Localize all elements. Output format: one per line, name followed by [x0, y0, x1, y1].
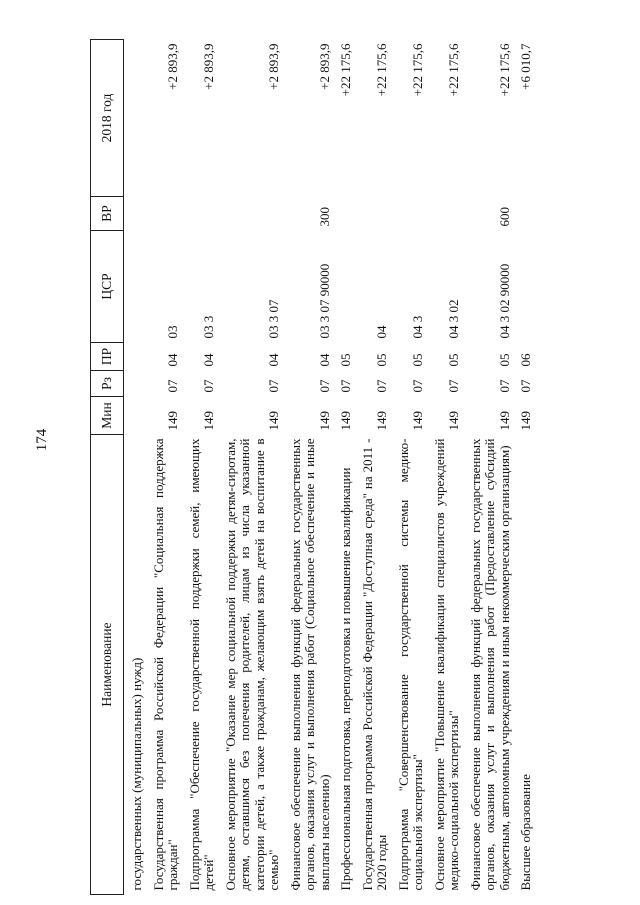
- row-name: Финансовое обеспечение выполнения функций федеральных государственных органов, оказания услуг и выполнения работ (Социальное обеспечение и иные выплаты населению): [287, 438, 332, 891]
- row-min: 149: [374, 411, 389, 431]
- row-pr: 05: [338, 353, 353, 367]
- row-min: 149: [316, 411, 332, 431]
- row-name: Подпрограмма "Обеспечение государственной поддержки семей, имеющих детей": [186, 438, 216, 891]
- row-rz: 07: [316, 379, 332, 393]
- row-csr: [124, 231, 146, 343]
- row-csr: 04 3 02 90000: [496, 263, 512, 339]
- row-csr: 03 3 07 90000: [316, 263, 332, 339]
- table-row: [333, 40, 355, 895]
- row-rz: 07: [410, 379, 425, 393]
- row-amount: [124, 40, 146, 197]
- header-rz: Рз: [91, 371, 124, 397]
- header-name: Наименование: [91, 435, 124, 895]
- row-amount: +22 175,6: [446, 43, 461, 97]
- row-rz: 07: [165, 379, 180, 393]
- row-vr: 300: [316, 207, 332, 227]
- row-min: 149: [165, 411, 180, 431]
- table-row: [283, 40, 334, 895]
- row-name: Высшее образование: [518, 774, 533, 891]
- row-vr: [333, 197, 355, 231]
- row-amount: +6 010,7: [518, 43, 533, 90]
- row-rz: [124, 371, 146, 397]
- row-rz: 07: [338, 379, 353, 393]
- row-csr: 03: [165, 325, 180, 339]
- row-amount: +22 175,6: [410, 43, 425, 97]
- row-vr: [182, 197, 218, 231]
- row-vr: 600: [496, 207, 512, 227]
- row-amount: +2 893,9: [266, 43, 281, 90]
- row-csr: 03 3: [201, 315, 216, 339]
- row-pr: 04: [316, 353, 332, 367]
- header-year: 2018 год: [91, 40, 124, 197]
- row-name: Основное мероприятие "Повышение квалификации специалистов учреждений медико-социальной экспертизы": [431, 438, 461, 891]
- table-row: [355, 40, 391, 895]
- row-vr: [355, 197, 391, 231]
- row-rz: 07: [496, 379, 512, 393]
- row-vr: [124, 197, 146, 231]
- table-header-row: [91, 40, 124, 895]
- table-row: [146, 40, 182, 895]
- header-vr: ВР: [91, 197, 124, 231]
- row-pr: 04: [165, 353, 180, 367]
- row-min: 149: [410, 411, 425, 431]
- row-name: Государственная программа Российской Федерации "Социальная поддержка граждан": [150, 438, 180, 891]
- row-amount: +22 175,6: [374, 43, 389, 97]
- table-body: [124, 40, 535, 895]
- row-csr: [333, 231, 355, 343]
- row-csr: 03 3 07: [266, 299, 281, 339]
- row-min: 149: [266, 411, 281, 431]
- table-row: [124, 40, 146, 895]
- row-rz: 07: [201, 379, 216, 393]
- row-vr: [146, 197, 182, 231]
- page-number: 174: [34, 428, 50, 452]
- row-amount: +22 175,6: [496, 43, 512, 97]
- row-csr: 04: [374, 325, 389, 339]
- row-pr: 06: [518, 353, 533, 367]
- table-row: [218, 40, 283, 895]
- row-min: 149: [446, 411, 461, 431]
- header-csr: ЦСР: [91, 231, 124, 343]
- row-csr: 04 3: [410, 315, 425, 339]
- row-csr: 04 3 02: [446, 299, 461, 339]
- row-pr: 05: [410, 353, 425, 367]
- row-min: [124, 397, 146, 435]
- row-pr: 05: [374, 353, 389, 367]
- table-row: [513, 40, 535, 895]
- row-pr: [124, 343, 146, 371]
- row-min: 149: [201, 411, 216, 431]
- row-rz: 07: [446, 379, 461, 393]
- budget-table: [90, 39, 535, 895]
- row-amount: +22 175,6: [338, 43, 353, 97]
- row-name: Профессиональная подготовка, переподготовка и повышение квалификации: [338, 467, 353, 891]
- row-pr: 05: [446, 353, 461, 367]
- row-name: Государственная программа Российской Федерации "Доступная среда" на 2011 - 2020 годы: [359, 438, 389, 891]
- row-min: 149: [496, 411, 512, 431]
- table-row: [463, 40, 514, 895]
- row-name: Финансовое обеспечение выполнения функций федеральных государственных органов, оказания услуг и выполнения работ (Предоставление субсидий бюджетным, автономным учреждениям и иным некоммерческим организациям): [467, 438, 512, 891]
- row-rz: 07: [266, 379, 281, 393]
- row-name: государственных (муниципальных) нужд): [129, 657, 144, 891]
- row-amount: +2 893,9: [316, 43, 332, 90]
- row-name: Подпрограмма "Совершенствование государственной системы медико-социальной экспертизы": [395, 438, 425, 891]
- table-row: [391, 40, 427, 895]
- row-amount: +2 893,9: [165, 43, 180, 90]
- row-rz: 07: [374, 379, 389, 393]
- row-pr: 04: [201, 353, 216, 367]
- header-min: Мин: [91, 397, 124, 435]
- row-vr: [391, 197, 427, 231]
- row-pr: 05: [496, 353, 512, 367]
- header-pr: ПР: [91, 343, 124, 371]
- table-row: [427, 40, 463, 895]
- row-amount: +2 893,9: [201, 43, 216, 90]
- row-pr: 04: [266, 353, 281, 367]
- rotated-page: [90, 40, 585, 895]
- row-csr: [513, 231, 535, 343]
- row-vr: [427, 197, 463, 231]
- row-vr: [218, 197, 283, 231]
- row-name: Основное мероприятие "Оказание мер социальной поддержки детям-сиротам, детям, оставшимся без попечения родителей, лицам из числа указанной категории детей, а также гражданам, желающим взять детей на воспитание в семью": [222, 438, 281, 891]
- table-row: [182, 40, 218, 895]
- row-vr: [513, 197, 535, 231]
- row-min: 149: [338, 411, 353, 431]
- row-min: 149: [518, 411, 533, 431]
- row-rz: 07: [518, 379, 533, 393]
